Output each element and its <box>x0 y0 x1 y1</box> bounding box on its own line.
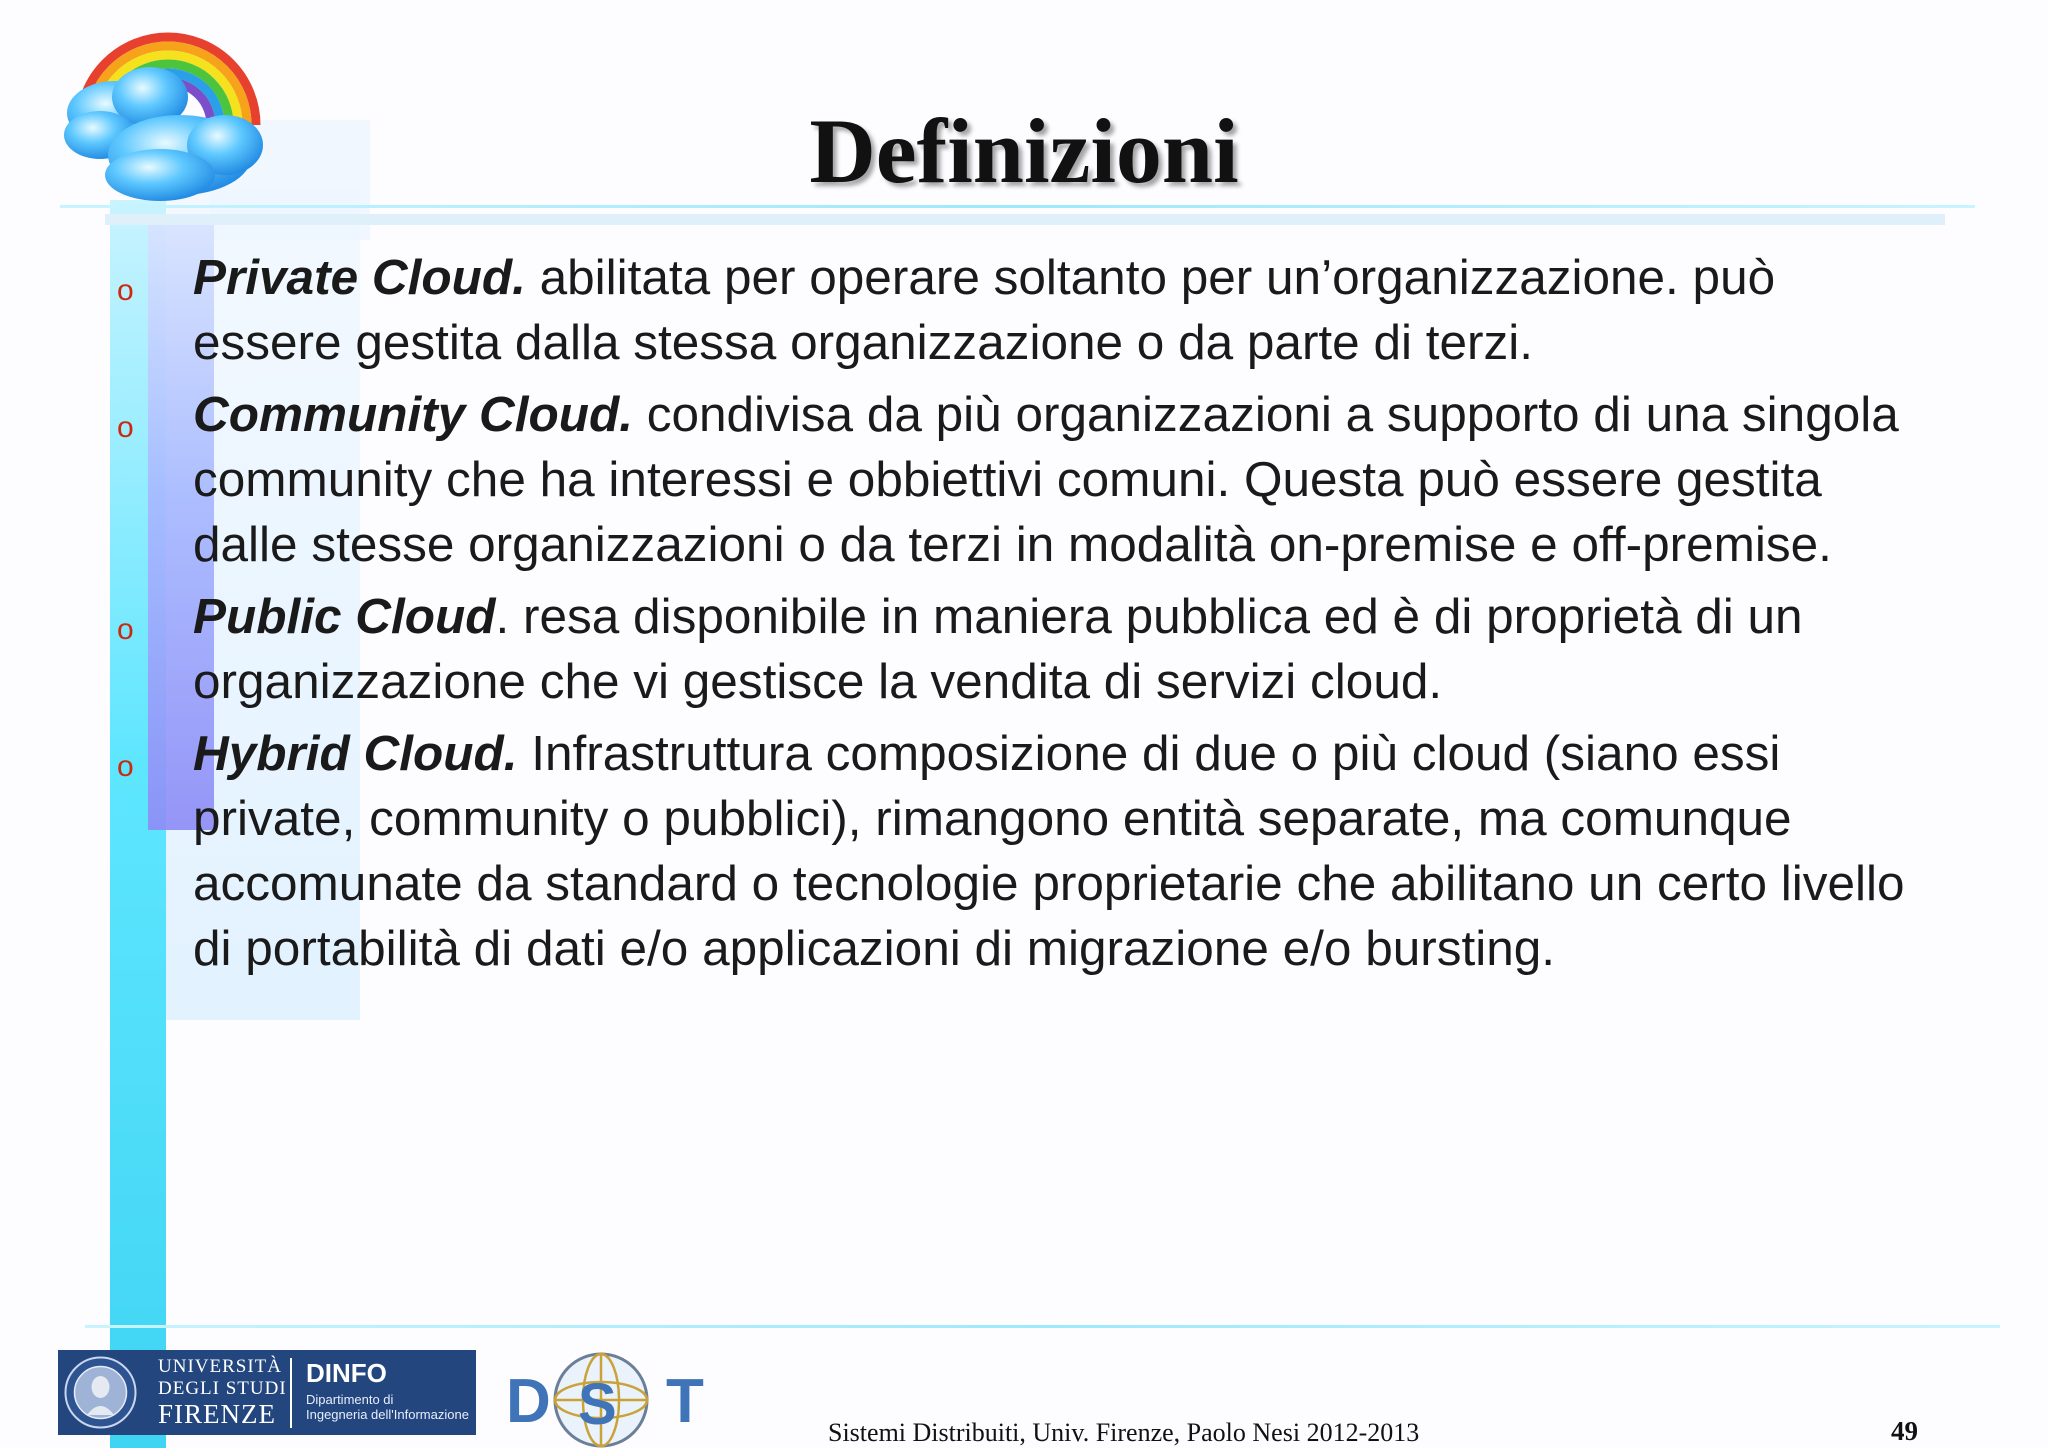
definition-term: Private Cloud. <box>193 250 526 305</box>
definition-term: Public Cloud <box>193 589 496 644</box>
dinfo-line1: Dipartimento di <box>306 1392 394 1407</box>
decor-rule-shadow <box>105 214 1945 225</box>
title-divider <box>60 205 1975 208</box>
definition-term: Hybrid Cloud. <box>193 726 518 781</box>
bullet-icon: o <box>117 750 134 783</box>
svg-text:D: D <box>506 1367 551 1436</box>
university-seal-icon <box>63 1355 138 1430</box>
svg-text:S: S <box>578 1372 617 1437</box>
definition-text <box>193 584 1905 714</box>
bullet-icon: o <box>117 613 134 646</box>
bullet-icon: o <box>117 411 134 444</box>
disit-logo-icon <box>506 1340 746 1448</box>
list-item-community-cloud <box>105 382 1905 577</box>
list-item-private-cloud <box>105 245 1905 375</box>
definition-body: . resa disponibile in maniera pubblica ed è di proprietà di un organizzazione che vi gestisce la vendita di servizi cloud. <box>193 589 1803 709</box>
dinfo-subtitle <box>306 1392 469 1422</box>
footer-divider <box>85 1325 2000 1328</box>
definition-text <box>193 245 1905 375</box>
page-number: 49 <box>1891 1416 1918 1446</box>
logo-separator <box>290 1358 292 1428</box>
university-line2: DEGLI STUDI <box>158 1378 287 1399</box>
dinfo-line2: Ingegneria dell'Informazione <box>306 1407 469 1422</box>
list-item-public-cloud <box>105 584 1905 714</box>
list-item-hybrid-cloud <box>105 721 1905 981</box>
unifi-dinfo-logo <box>58 1350 476 1435</box>
bullet-icon: o <box>117 274 134 307</box>
definition-term: Community Cloud. <box>193 387 633 442</box>
definition-body: Infrastruttura composizione di due o più cloud (siano essi private, community o pubblici), rimangono entità separate, ma comunque accomunate da standard o tecnologie proprietarie che abilitano un certo livello di portabilità di dati e/o applicazioni di migrazione e/o bursting. <box>193 726 1905 976</box>
definition-text <box>193 382 1905 577</box>
svg-text:T: T <box>666 1367 704 1436</box>
university-line3: FIRENZE <box>158 1399 276 1429</box>
definition-body: abilitata per operare soltanto per un’organizzazione. può essere gestita dalla stessa organizzazione o da parte di terzi. <box>193 250 1776 370</box>
university-line1: UNIVERSITÀ <box>158 1356 282 1377</box>
definition-body: condivisa da più organizzazioni a supporto di una singola community che ha interessi e obbiettivi comuni. Questa può essere gestita dalle stesse organizzazioni o da terzi in modalità on-premise e off-premise. <box>193 387 1899 572</box>
definition-list <box>105 245 1905 988</box>
slide-title: Definizioni <box>809 100 1239 202</box>
footer-course: Sistemi Distribuiti, Univ. Firenze, Paolo Nesi 2012-2013 <box>828 1418 1420 1447</box>
dinfo-name: DINFO <box>306 1358 387 1388</box>
university-name <box>158 1357 287 1428</box>
definition-text <box>193 721 1905 981</box>
